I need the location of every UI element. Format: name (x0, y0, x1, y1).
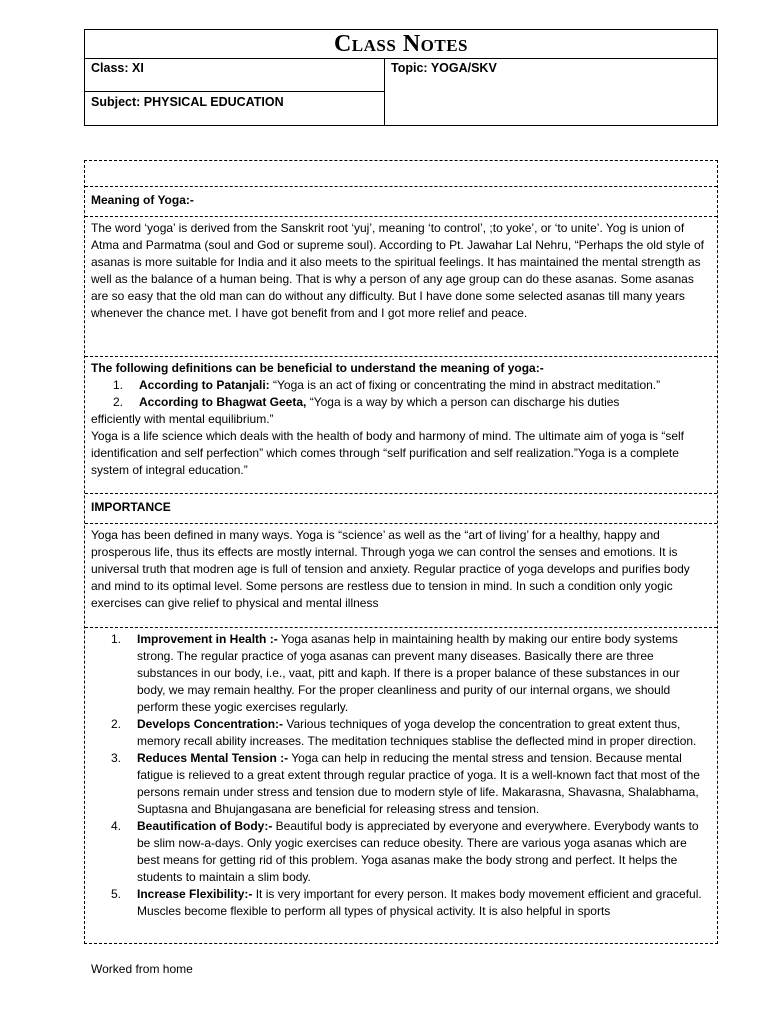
benefits-list (91, 631, 711, 920)
benefit-title: Increase Flexibility:- (137, 887, 253, 901)
subject-cell: Subject: PHYSICAL EDUCATION (85, 92, 385, 125)
definition-item (91, 377, 711, 394)
topic-cell: Topic: YOGA/SKV (391, 61, 497, 75)
definitions-section (85, 357, 717, 494)
benefit-item (91, 631, 711, 716)
list-number: 1. (113, 378, 124, 392)
class-notes-header-table (84, 29, 718, 126)
definition-source: According to Bhagwat Geeta, (139, 395, 307, 409)
page-title: Class Notes (85, 30, 717, 59)
importance-paragraph: Yoga has been defined in many ways. Yoga is “science’ as well as the “art of living’ for a healthy, happy and prosperous life, thus its effects are mostly internal. Through yoga we can control the senses and emotions. It is universal truth that modren age is full of tension and anxiety. Regular practice of yoga develops and purifies body and mind to its optimal level. Some persons are restless due to tension in mind. In such a condition only yogic exercises can give relief to physical and mental illness (91, 528, 690, 610)
notes-content-box (84, 160, 718, 944)
meaning-heading: Meaning of Yoga:- (85, 187, 717, 217)
benefit-text: Various techniques of yoga develop the concentration to great extent thus, memory recall ability increases. The meditation techniques stablise the deflected mind in proper direction. (137, 717, 697, 748)
definitions-closing: Yoga is a life science which deals with the health of body and harmony of mind. The ultimate aim of yoga is “self identification and self perfection” which comes through “self purification and self realization.”Yoga is a complete system of integral education.” (91, 429, 684, 477)
definition-item (91, 394, 711, 428)
benefit-title: Improvement in Health :- (137, 632, 278, 646)
benefit-item (91, 886, 711, 920)
benefit-item (91, 750, 711, 818)
list-number: 2. (111, 717, 122, 731)
list-number: 5. (111, 887, 122, 901)
footer-note: Worked from home (91, 962, 193, 976)
benefit-text: It is very important for every person. It makes body movement efficient and graceful. Muscles become flexible to perform all types of physical activity. It is also helpful in sports (137, 887, 702, 918)
benefit-text: Beautiful body is appreciated by everyone and everywhere. Everybody wants to be slim now-a-days. Only yogic exercises can reduce obesity. There are various yoga asanas which are best means for getting rid of this problem. Yoga asanas make the body strong and perfect. It helps the students to maintain a slim body. (137, 819, 699, 884)
list-number: 4. (111, 819, 122, 833)
definition-continuation: efficiently with mental equilibrium.” (91, 412, 274, 426)
class-cell: Class: XI (85, 58, 385, 92)
meaning-paragraph: The word ‘yoga’ is derived from the Sanskrit root ‘yuj’, meaning ‘to control’, ;to yoke’, or ‘to unite’. Yog is union of Atma and Parmatma (soul and God or supreme soul). According to Pt. Jawahar Lal Nehru, “Perhaps the old style of asanas is more suitable for India and it also meets to the spiritual feelings. It has maintained the mental strength as well as the balance of a human being. That is why a person of any age group can do these asanas. Some asanas are so easy that the old man can do without any difficulty. But I have done some selected asanas till many years whenever the chance met. I have got benefit from and I got more relief and peace. (91, 221, 704, 320)
benefit-title: Develops Concentration:- (137, 717, 284, 731)
definition-text: “Yoga is a way by which a person can discharge his duties (306, 395, 620, 409)
benefits-section (85, 628, 717, 922)
benefit-item (91, 818, 711, 886)
definition-text: “Yoga is an act of fixing or concentrating the mind in abstract meditation.” (269, 378, 661, 392)
definitions-list (91, 377, 711, 428)
list-number: 2. (113, 395, 124, 409)
importance-heading: IMPORTANCE (85, 494, 717, 524)
list-number: 1. (111, 632, 122, 646)
importance-section (85, 524, 717, 628)
meaning-section (85, 217, 717, 357)
benefit-item (91, 716, 711, 750)
benefit-title: Beautification of Body:- (137, 819, 273, 833)
definition-source: According to Patanjali: (139, 378, 270, 392)
benefit-text: Yoga can help in reducing the mental stress and tension. Because mental fatigue is relieved to a great extent through regular practice of yoga. It is a well-known fact that most of the persons remain under stress and tension due to modern style of life. Makarasna, Shavasna, Shalabhama, Suptasna and Bhujangasana are beneficial for releasing stress and tension. (137, 751, 700, 816)
list-number: 3. (111, 751, 122, 765)
empty-row (85, 161, 717, 187)
benefit-text: Yoga asanas help in maintaining health by making our entire body systems strong. The regular practice of yoga asanas can prevent many diseases. Basically there are three substances in our body, i.e., vaat, pitt and kaph. If there is a proper balance of these substances in our body, we may remain healthy. For the proper cleanliness and purity of our internal organs, we should perform these yogic exercises regularly. (137, 632, 680, 714)
definitions-intro: The following definitions can be beneficial to understand the meaning of yoga:- (91, 361, 544, 375)
benefit-title: Reduces Mental Tension :- (137, 751, 289, 765)
